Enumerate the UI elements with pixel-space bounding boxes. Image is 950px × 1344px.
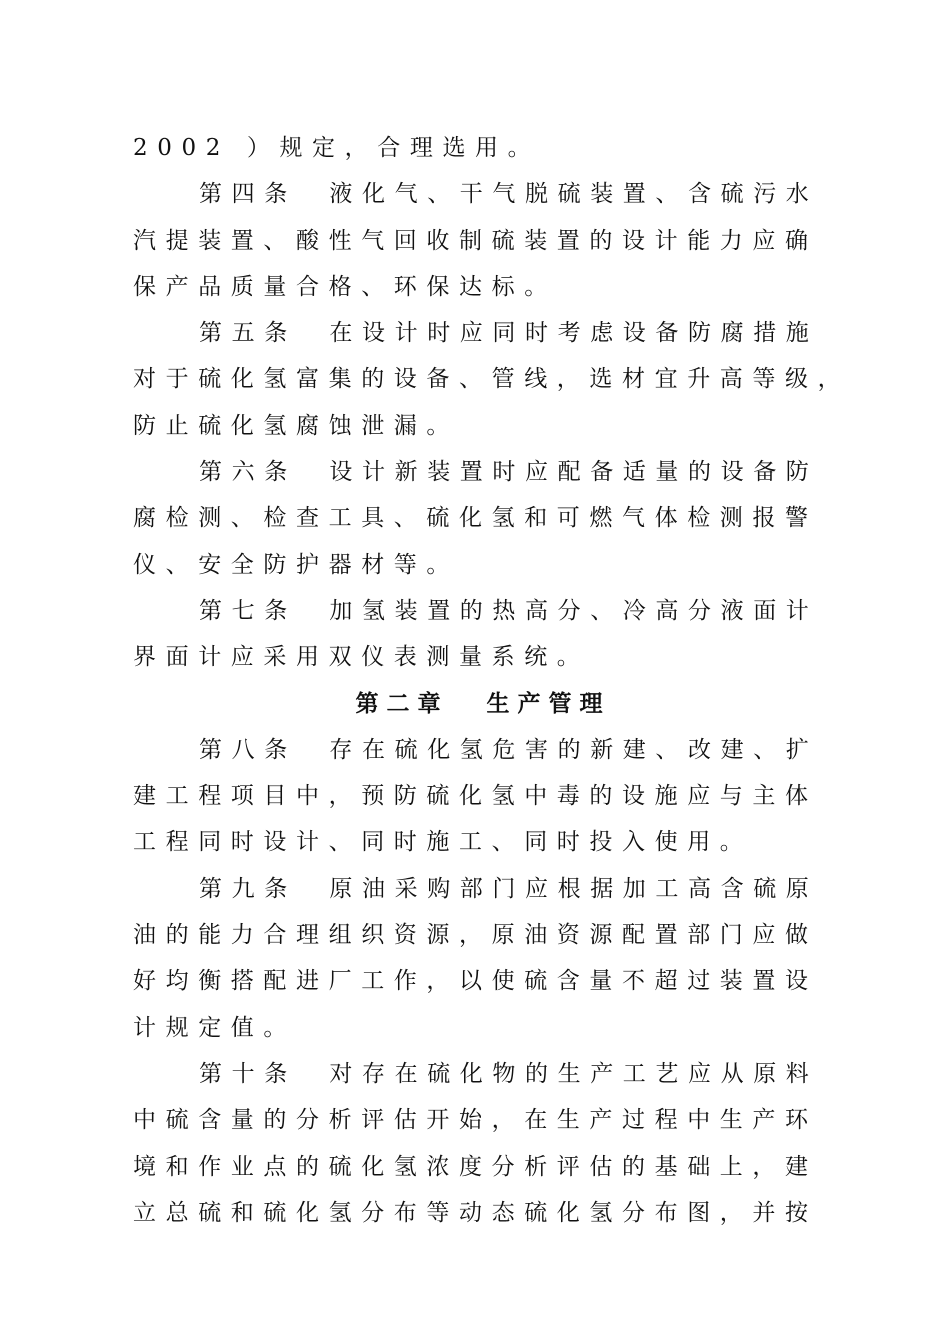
article-9-line-3: 好均衡搭配进厂工作，以使硫含量不超过装置设 xyxy=(133,968,818,995)
article-10-line-2: 中硫含量的分析评估开始，在生产过程中生产环 xyxy=(133,1107,818,1134)
article-10-line-4: 立总硫和硫化氢分布等动态硫化氢分布图，并按 xyxy=(133,1199,818,1226)
article-10-line-1: 第十条 对存在硫化物的生产工艺应从原料 xyxy=(199,1060,819,1087)
article-4-line-1: 第四条 液化气、干气脱硫装置、含硫污水 xyxy=(199,181,819,208)
article-4-line-3: 保产品质量合格、环保达标。 xyxy=(133,273,557,300)
article-6-line-3: 仪、安全防护器材等。 xyxy=(133,551,459,578)
article-9-line-1: 第九条 原油采购部门应根据加工高含硫原 xyxy=(199,875,819,902)
article-7-line-2: 界面计应采用双仪表测量系统。 xyxy=(133,644,590,671)
article-8-line-3: 工程同时设计、同时施工、同时投入使用。 xyxy=(133,829,753,856)
article-7-line-1: 第七条 加氢装置的热高分、冷高分液面计 xyxy=(199,597,819,624)
article-4-line-2: 汽提装置、酸性气回收制硫装置的设计能力应确 xyxy=(133,227,818,254)
chapter-title: 生产管理 xyxy=(486,689,611,717)
chapter-heading xyxy=(133,681,813,727)
article-9-line-2: 油的能力合理组织资源，原油资源配置部门应做 xyxy=(133,922,818,949)
article-10-line-3: 境和作业点的硫化氢浓度分析评估的基础上，建 xyxy=(133,1153,818,1180)
document-body xyxy=(133,125,851,1236)
article-9-line-4: 计规定值。 xyxy=(133,1014,296,1041)
article-5-line-3: 防止硫化氢腐蚀泄漏。 xyxy=(133,412,459,439)
article-8-line-2: 建工程项目中，预防硫化氢中毒的设施应与主体 xyxy=(133,783,818,810)
article-5-line-2: 对于硫化氢富集的设备、管线，选材宜升高等级， xyxy=(133,366,851,393)
article-6-line-2: 腐检测、检查工具、硫化氢和可燃气体检测报警 xyxy=(133,505,818,532)
article-6-line-1: 第六条 设计新装置时应配备适量的设备防 xyxy=(199,459,819,486)
chapter-number: 第二章 xyxy=(355,689,449,717)
text-line-1: 2002 ）规定，合理选用。 xyxy=(133,135,541,161)
article-5-line-1: 第五条 在设计时应同时考虑设备防腐措施 xyxy=(199,320,819,347)
article-8-line-1: 第八条 存在硫化氢危害的新建、改建、扩 xyxy=(199,736,819,763)
